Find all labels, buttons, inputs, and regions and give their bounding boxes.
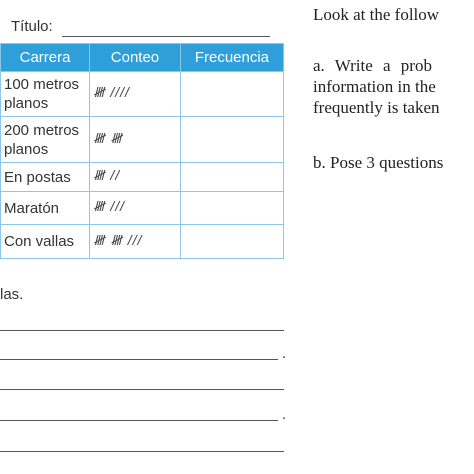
frequency-cell[interactable] — [180, 225, 283, 259]
frequency-cell[interactable] — [180, 163, 283, 192]
table-row — [1, 225, 284, 259]
tally-marks: 𝍸 //// — [90, 72, 181, 117]
tally-marks: 𝍸 𝍸 — [90, 117, 181, 163]
line-period: . — [282, 345, 287, 362]
answer-line[interactable] — [0, 420, 278, 421]
answer-line[interactable] — [0, 389, 284, 390]
question-a-line1: a. Write a prob — [313, 56, 432, 75]
table-row — [1, 192, 284, 225]
tally-marks: 𝍸 // — [90, 163, 181, 192]
tally-table — [0, 43, 284, 259]
race-name: 100 metros planos — [1, 72, 90, 117]
header-carrera: Carrera — [1, 44, 90, 72]
race-name: Con vallas — [1, 225, 90, 259]
answer-line[interactable] — [0, 451, 284, 452]
line-period: . — [282, 406, 287, 423]
tally-marks: 𝍸 𝍸 /// — [90, 225, 181, 259]
frequency-cell[interactable] — [180, 72, 283, 117]
table-header-row — [1, 44, 284, 72]
tally-marks: 𝍸 /// — [90, 192, 181, 225]
header-frecuencia: Frecuencia — [180, 44, 283, 72]
question-a-line2: information in the — [313, 77, 436, 96]
question-a-line3: frequently is taken — [313, 98, 440, 117]
question-b: b. Pose 3 questions — [313, 153, 444, 172]
text-fragment: las. — [0, 286, 24, 303]
title-label: Título: — [11, 18, 53, 35]
frequency-cell[interactable] — [180, 192, 283, 225]
table-row — [1, 163, 284, 192]
table-row — [1, 117, 284, 163]
title-underline — [62, 36, 270, 37]
answer-line[interactable] — [0, 359, 278, 360]
race-name: Maratón — [1, 192, 90, 225]
frequency-cell[interactable] — [180, 117, 283, 163]
race-name: 200 metros planos — [1, 117, 90, 163]
table-row — [1, 72, 284, 117]
header-conteo: Conteo — [90, 44, 181, 72]
answer-line[interactable] — [0, 330, 284, 331]
race-name: En postas — [1, 163, 90, 192]
instruction-text: Look at the follow — [313, 5, 440, 24]
